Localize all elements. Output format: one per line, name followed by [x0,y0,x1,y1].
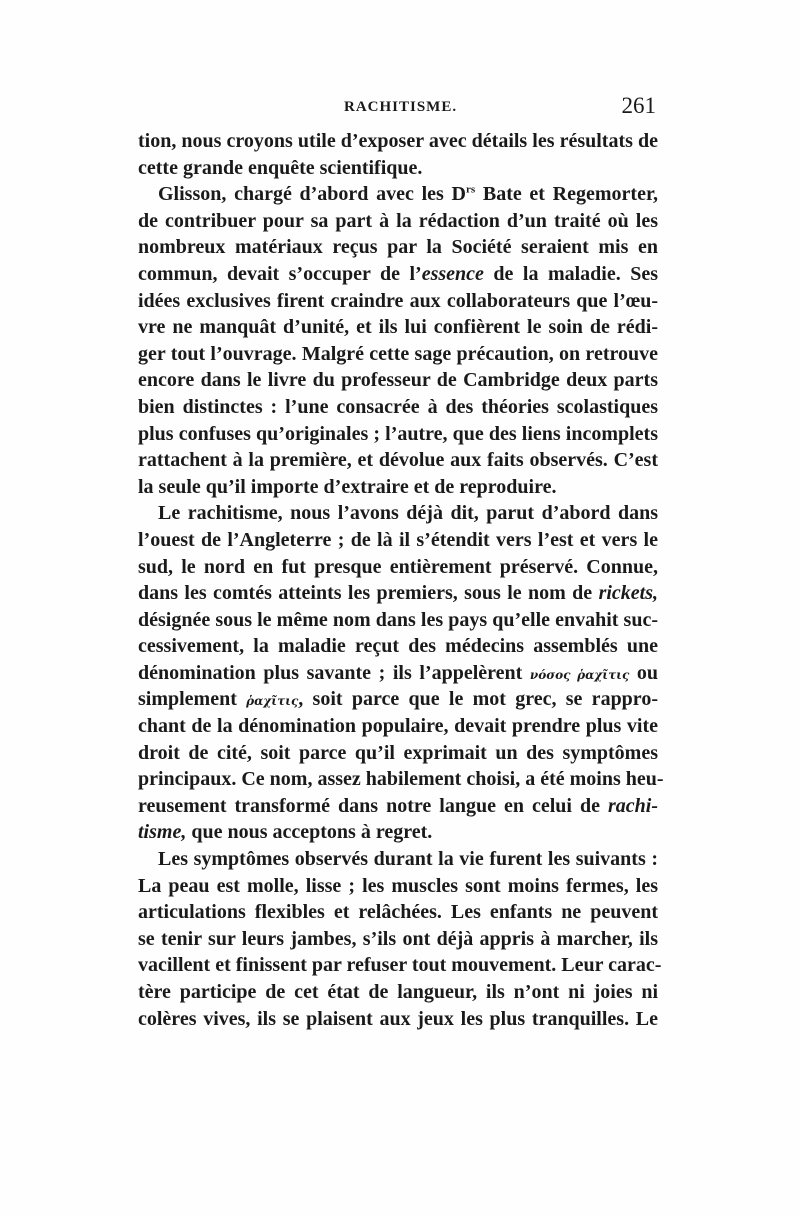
text-line: bien distinctes : l’une consacrée à des théories scolastiques [138,395,658,418]
text-line: désignée sous le même nom dans les pays qu’elle envahit suc- [138,608,658,631]
italic-term: rickets, [598,582,658,605]
text-line [138,261,658,288]
text-line: La peau est molle, lisse ; les muscles sont moins fermes, les [138,874,658,897]
text-line: nombreux matériaux reçus par la Société seraient mis en [138,236,658,259]
text-line [138,660,658,687]
page-number: 261 [621,93,656,118]
italic-term: tisme, [138,821,187,844]
text-line [138,793,658,820]
text-line: de contribuer pour sa part à la rédaction d’un traité où les [138,209,658,232]
text-run: de la maladie. Ses [483,262,658,285]
text-line [138,580,658,607]
text-line: plus confuses qu’originales ; l’autre, que des liens incomplets [138,422,658,445]
text-line: colères vives, ils se plaisent aux jeux les plus tranquilles. Le [138,1007,658,1030]
text-run: simplement [138,688,247,711]
text-line: Le rachitisme, nous l’avons déjà dit, parut d’abord dans [158,502,658,525]
text-run: que nous acceptons à regret. [186,821,433,844]
greek-term: ῥαχῖτις [246,694,299,709]
text-line: encore dans le livre du professeur de Cambridge deux parts [138,369,658,392]
italic-term: essence [421,262,484,285]
running-title: RACHITISME. [344,99,458,115]
text-line: l’ouest de l’Angleterre ; de là il s’étendit vers l’est et vers le [138,528,658,551]
text-line: cessivement, la maladie reçut des médecins assemblés une [138,635,658,658]
text-line: idées exclusives firent craindre aux collaborateurs que l’œu- [138,289,658,312]
text-line: Les symptômes observés durant la vie furent les suivants : [158,848,658,871]
text-line: se tenir sur leurs jambes, s’ils ont déjà appris à marcher, ils [138,927,658,950]
text-line: vre ne manquât d’unité, et ils lui confièrent le soin de rédi- [138,316,658,339]
text-line: droit de cité, soit parce qu’il exprimait un des symptômes [138,741,658,764]
text-line: ger tout l’ouvrage. Malgré cette sage précaution, on retrouve [138,342,658,365]
superscript: rs [465,183,476,196]
text-run: reusement transformé dans notre langue en celui de [138,794,608,817]
text-run: ou [629,661,658,684]
text-line: la seule qu’il importe d’extraire et de reproduire. [138,475,557,498]
text-line: tion, nous croyons utile d’exposer avec détails les résultats de [138,130,658,152]
greek-term: νόσος ῥαχῖτις [529,667,630,682]
text-line: vacillent et finissent par refuser tout mouvement. Leur carac- [138,954,662,977]
text-line: rattachent à la première, et dévolue aux faits observés. C’est [138,449,658,472]
running-head [138,93,658,123]
text-run: , soit parce que le mot grec, se rappro- [298,688,658,711]
text-line: chant de la dénomination populaire, devait prendre plus vite [138,715,658,738]
text-line: principaux. Ce nom, assez habilement choisi, a été moins heu- [138,768,664,791]
text-run: commun, devait s’occuper de l’ [138,262,422,285]
text-line: sud, le nord en fut presque entièrement préservé. Connue, [138,555,658,578]
text-run: Bate et Regemorter, [475,183,658,206]
text-run: dénomination plus savante ; ils l’appelèrent [138,661,530,684]
text-line [138,686,658,713]
text-line: cette grande enquête scientifique. [138,156,423,179]
text-run: dans les comtés atteints les premiers, sous le nom de [138,582,599,605]
text-run: Glisson, chargé d’abord avec les D [158,183,466,206]
text-line: articulations flexibles et relâchées. Les enfants ne peuvent [138,901,658,924]
body-text [138,128,664,1032]
text-line [138,181,658,208]
text-line [138,819,658,846]
text-line: tère participe de cet état de langueur, ils n’ont ni joies ni [138,981,658,1003]
italic-term: rachi- [608,794,658,817]
